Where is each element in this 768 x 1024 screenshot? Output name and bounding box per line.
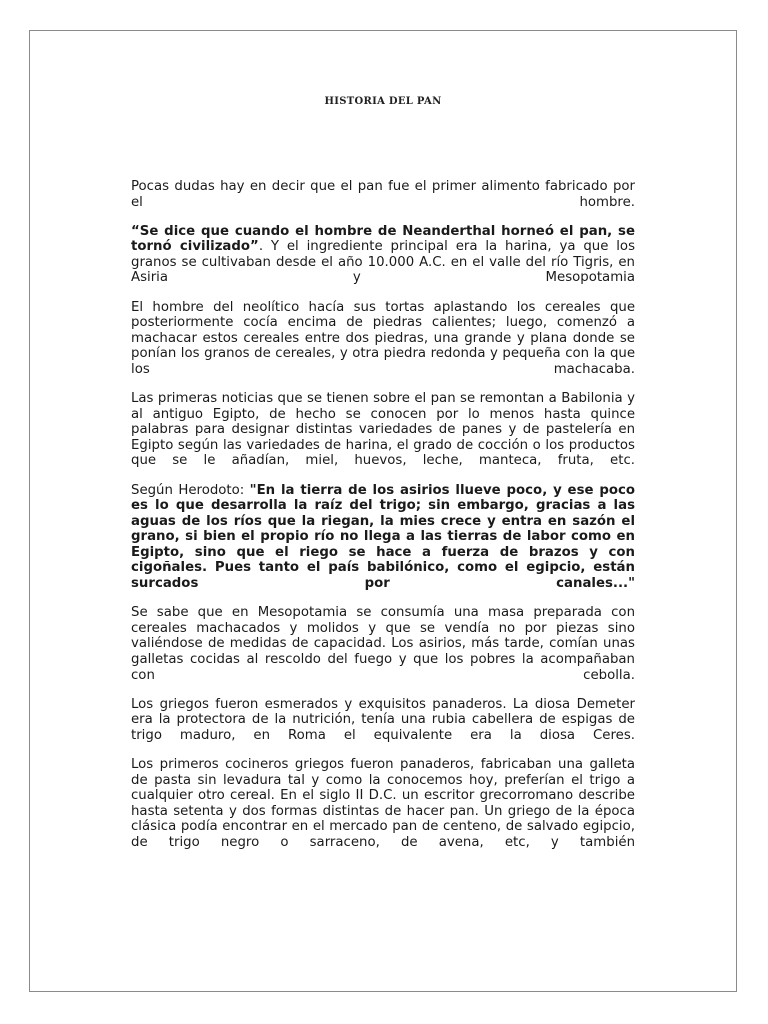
herodoto-quote: "En la tierra de los asirios llueve poco, y ese poco es lo que desarrolla la raíz del trigo; sin embargo, gracias a las aguas de los ríos que la riegan, la mies crece y entra en sazón el grano, si bien el propio río no llega a las tierras de labor como en Egipto, sino que el riego se hace a fuerza de brazos y con cigoñales. Pues tanto el país babilónico, como el egipcio, están surcados por canales..." [131, 482, 636, 592]
neanderthal-quote: “Se dice que cuando el hombre de Neanderthal horneó el pan, se tornó civilizado” [131, 223, 635, 255]
paragraph-6 [131, 605, 635, 683]
paragraph-8 [131, 757, 635, 851]
paragraph-6-text: Se sabe que en Mesopotamia se consumía una masa preparada con cereales machacados y molidos y que se vendía no por piezas sino valiéndose de medidas de capacidad. Los asirios, más tarde, comían unas galletas cocidas al rescoldo del fuego y que los pobres la acompañaban con cebolla. [131, 605, 635, 683]
paragraph-4-text: Las primeras noticias que se tienen sobre el pan se remontan a Babilonia y al antiguo Egipto, de hecho se conocen por lo menos hasta quince palabras para designar distintas variedades de panes y de pastelería en Egipto según las variedades de harina, el grado de cocción o los productos que se le añadían, miel, huevos, leche, manteca, fruta, etc. [131, 391, 635, 469]
paragraph-1-text: Pocas dudas hay en decir que el pan fue el primer alimento fabricado por el hombre. [131, 179, 635, 210]
paragraph-7-text: Los griegos fueron esmerados y exquisitos panaderos. La diosa Demeter era la protectora de la nutrición, tenía una rubia cabellera de espigas de trigo maduro, en Roma el equivalente era la diosa Ceres. [131, 696, 635, 743]
document-body [131, 179, 635, 864]
paragraph-1 [131, 179, 635, 210]
paragraph-8-text: Los primeros cocineros griegos fueron panaderos, fabricaban una galleta de pasta sin levadura tal y como la conocemos hoy, preferían el trigo a cualquier otro cereal. En el siglo II D.C. un escritor grecorromano describe hasta setenta y dos formas distintas de hacer pan. Un griego de la época clásica podía encontrar en el mercado pan de centeno, de salvado egipcio, de trigo negro o sarraceno, de avena, etc, y también [131, 756, 635, 850]
paragraph-3 [131, 300, 635, 378]
paragraph-4 [131, 391, 635, 469]
paragraph-3-text: El hombre del neolítico hacía sus tortas aplastando los cereales que posteriormente cocía encima de piedras calientes; luego, comenzó a machacar estos cereales entre dos piedras, una grande y plana donde se ponían los granos de cereales, y otra piedra redonda y pequeña con la que los machacaba. [131, 299, 635, 377]
paragraph-5 [131, 483, 635, 592]
herodoto-lead: Según Herodoto: [131, 482, 250, 498]
document-page [29, 30, 737, 992]
paragraph-2-text: . Y el ingrediente principal era la harina, ya que los granos se cultivaban desde el año 10.000 A.C. en el valle del río Tigris, en Asiria y Mesopotamia [131, 239, 635, 286]
paragraph-2 [131, 224, 635, 286]
document-title: HISTORIA DEL PAN [324, 96, 442, 107]
paragraph-7 [131, 697, 635, 744]
